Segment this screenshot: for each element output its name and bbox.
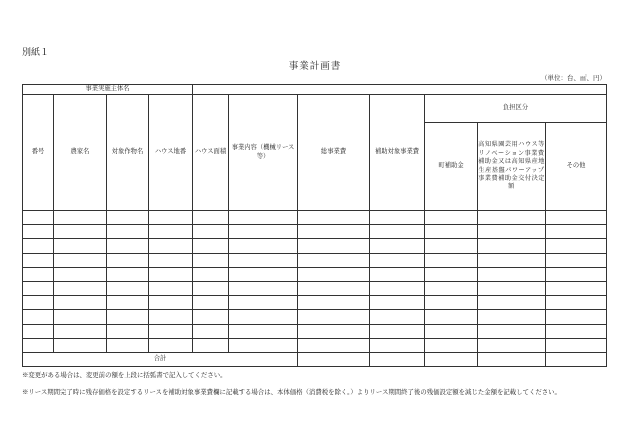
table-cell[interactable] xyxy=(193,310,229,324)
table-cell[interactable] xyxy=(425,253,478,267)
table-cell[interactable] xyxy=(546,310,607,324)
table-cell[interactable] xyxy=(23,310,54,324)
header-prefecture-subsidy: 高知県園芸用ハウス等リノベーション事業費補助金又は高知県産地生産基盤パワーアップ事業費補助金交付決定額 xyxy=(478,123,546,211)
table-cell[interactable] xyxy=(107,211,149,225)
total-cell[interactable] xyxy=(370,352,425,366)
table-cell[interactable] xyxy=(229,267,298,281)
table-row xyxy=(23,338,607,352)
table-cell[interactable] xyxy=(298,338,370,352)
table-cell[interactable] xyxy=(546,324,607,338)
total-cell[interactable] xyxy=(298,352,370,366)
table-row xyxy=(23,324,607,338)
table-cell[interactable] xyxy=(23,296,54,310)
table-row xyxy=(23,281,607,295)
table-cell[interactable] xyxy=(298,225,370,239)
table-cell[interactable] xyxy=(54,281,107,295)
table-row xyxy=(23,310,607,324)
table-cell[interactable] xyxy=(298,296,370,310)
table-cell[interactable] xyxy=(425,296,478,310)
table-cell[interactable] xyxy=(23,281,54,295)
table-cell[interactable] xyxy=(425,267,478,281)
total-row xyxy=(23,352,607,366)
header-farmer-name: 農家名 xyxy=(54,95,107,211)
table-cell[interactable] xyxy=(107,225,149,239)
table-cell[interactable] xyxy=(546,225,607,239)
table-cell[interactable] xyxy=(23,239,54,253)
table-cell[interactable] xyxy=(149,267,193,281)
table-cell[interactable] xyxy=(229,253,298,267)
table-row xyxy=(23,296,607,310)
table-cell[interactable] xyxy=(193,281,229,295)
owner-value-cell[interactable] xyxy=(193,85,607,95)
table-cell[interactable] xyxy=(478,239,546,253)
table-cell[interactable] xyxy=(298,253,370,267)
table-cell[interactable] xyxy=(425,225,478,239)
table-row xyxy=(23,253,607,267)
owner-label-cell: 事業実施主体名 xyxy=(23,85,193,95)
table-cell[interactable] xyxy=(370,225,425,239)
table-cell[interactable] xyxy=(107,324,149,338)
table-cell[interactable] xyxy=(54,225,107,239)
table-cell[interactable] xyxy=(370,211,425,225)
table-cell[interactable] xyxy=(425,338,478,352)
table-cell[interactable] xyxy=(478,211,546,225)
note-lease: ※リース期間完了時に残存価格を設定するリースを補助対象事業費欄に記載する場合は、本体価格（消費税を除く。）よりリース期間終了後の残価設定額を減じた金額を記載してください。 xyxy=(22,388,561,396)
table-cell[interactable] xyxy=(546,281,607,295)
table-cell[interactable] xyxy=(23,211,54,225)
header-crop: 対象作物名 xyxy=(107,95,149,211)
table-cell[interactable] xyxy=(193,225,229,239)
table-cell[interactable] xyxy=(298,211,370,225)
table-cell[interactable] xyxy=(193,239,229,253)
header-town-subsidy: 町補助金 xyxy=(425,123,478,211)
table-cell[interactable] xyxy=(107,338,149,352)
table-cell[interactable] xyxy=(107,296,149,310)
table-cell[interactable] xyxy=(54,310,107,324)
table-cell[interactable] xyxy=(478,296,546,310)
table-cell[interactable] xyxy=(370,310,425,324)
table-cell[interactable] xyxy=(149,225,193,239)
table-cell[interactable] xyxy=(546,296,607,310)
table-cell[interactable] xyxy=(149,239,193,253)
table-cell[interactable] xyxy=(298,310,370,324)
table-cell[interactable] xyxy=(229,338,298,352)
table-cell[interactable] xyxy=(478,338,546,352)
table-cell[interactable] xyxy=(193,253,229,267)
table-cell[interactable] xyxy=(229,296,298,310)
table-cell[interactable] xyxy=(370,267,425,281)
total-cell[interactable] xyxy=(546,352,607,366)
table-cell[interactable] xyxy=(149,281,193,295)
table-row xyxy=(23,267,607,281)
table-cell[interactable] xyxy=(425,239,478,253)
table-cell[interactable] xyxy=(229,239,298,253)
table-cell[interactable] xyxy=(370,253,425,267)
table-cell[interactable] xyxy=(370,338,425,352)
table-cell[interactable] xyxy=(149,324,193,338)
header-house-lot: ハウス地番 xyxy=(149,95,193,211)
table-cell[interactable] xyxy=(149,338,193,352)
table-cell[interactable] xyxy=(54,267,107,281)
table-cell[interactable] xyxy=(546,211,607,225)
table-row xyxy=(23,225,607,239)
table-cell[interactable] xyxy=(23,324,54,338)
table-row xyxy=(23,211,607,225)
table-cell[interactable] xyxy=(107,267,149,281)
table-cell[interactable] xyxy=(107,253,149,267)
table-cell[interactable] xyxy=(54,338,107,352)
table-cell[interactable] xyxy=(425,211,478,225)
table-cell[interactable] xyxy=(193,211,229,225)
table-cell[interactable] xyxy=(298,281,370,295)
table-cell[interactable] xyxy=(478,281,546,295)
table-cell[interactable] xyxy=(54,239,107,253)
table-cell[interactable] xyxy=(149,310,193,324)
table-cell[interactable] xyxy=(193,296,229,310)
table-cell[interactable] xyxy=(23,267,54,281)
header-subsidy-cost: 補助対象事業費 xyxy=(370,95,425,211)
table-cell[interactable] xyxy=(370,281,425,295)
header-content: 事業内容（機械リース等） xyxy=(229,95,298,211)
table-cell[interactable] xyxy=(54,296,107,310)
table-cell[interactable] xyxy=(23,225,54,239)
table-cell[interactable] xyxy=(370,239,425,253)
table-cell[interactable] xyxy=(193,338,229,352)
table-cell[interactable] xyxy=(54,211,107,225)
table-cell[interactable] xyxy=(107,239,149,253)
table-cell[interactable] xyxy=(149,211,193,225)
total-cell[interactable] xyxy=(425,352,478,366)
table-cell[interactable] xyxy=(229,310,298,324)
table-cell[interactable] xyxy=(54,324,107,338)
table-cell[interactable] xyxy=(478,324,546,338)
unit-note: （単位：台、㎡、円） xyxy=(541,74,606,82)
note-change: ※変更がある場合は、変更前の額を上段に括弧書で記入してください。 xyxy=(22,371,227,379)
table-cell[interactable] xyxy=(229,281,298,295)
table-cell[interactable] xyxy=(425,324,478,338)
attachment-label: 別紙１ xyxy=(22,48,50,58)
header-other: その他 xyxy=(546,123,607,211)
table-cell[interactable] xyxy=(193,324,229,338)
table-cell[interactable] xyxy=(546,239,607,253)
table-cell[interactable] xyxy=(478,310,546,324)
total-cell[interactable] xyxy=(478,352,546,366)
document-title: 事業計画書 xyxy=(288,61,342,72)
table-cell[interactable] xyxy=(546,267,607,281)
table-cell[interactable] xyxy=(546,338,607,352)
header-burden: 負担区分 xyxy=(425,95,607,123)
table-cell[interactable] xyxy=(370,324,425,338)
table-cell[interactable] xyxy=(149,296,193,310)
table-cell[interactable] xyxy=(193,267,229,281)
business-plan-table xyxy=(22,84,607,367)
table-cell[interactable] xyxy=(298,324,370,338)
table-cell[interactable] xyxy=(425,310,478,324)
table-cell[interactable] xyxy=(298,267,370,281)
table-cell[interactable] xyxy=(546,253,607,267)
table-cell[interactable] xyxy=(107,310,149,324)
table-cell[interactable] xyxy=(149,253,193,267)
header-number: 番号 xyxy=(23,95,54,211)
table-cell[interactable] xyxy=(478,267,546,281)
table-cell[interactable] xyxy=(478,253,546,267)
table-cell[interactable] xyxy=(229,324,298,338)
total-label: 合計 xyxy=(23,352,298,366)
table-cell[interactable] xyxy=(229,211,298,225)
table-cell[interactable] xyxy=(23,253,54,267)
table-row xyxy=(23,239,607,253)
table-cell[interactable] xyxy=(23,338,54,352)
table-cell[interactable] xyxy=(425,281,478,295)
header-house-area: ハウス面積 xyxy=(193,95,229,211)
table-cell[interactable] xyxy=(229,225,298,239)
table-cell[interactable] xyxy=(370,296,425,310)
table-cell[interactable] xyxy=(478,225,546,239)
table-cell[interactable] xyxy=(298,239,370,253)
header-total-cost: 総事業費 xyxy=(298,95,370,211)
table-cell[interactable] xyxy=(54,253,107,267)
table-cell[interactable] xyxy=(107,281,149,295)
